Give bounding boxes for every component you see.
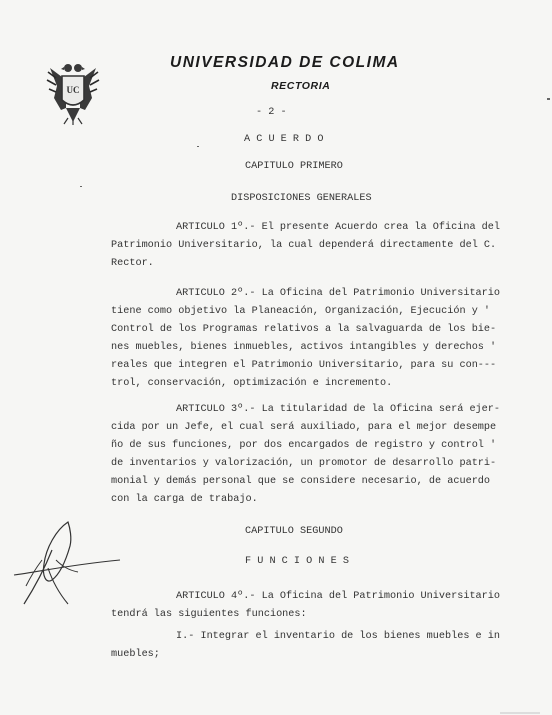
document-title: A C U E R D O [244,134,324,145]
scan-edge [500,712,540,714]
article-line: con la carga de trabajo. [111,494,258,505]
article-line: Rector. [111,258,154,269]
svg-text:UC: UC [66,85,80,95]
article-line: ARTICULO 2º.- La Oficina del Patrimonio Universitario [176,288,501,299]
article-line: tendrá las siguientes funciones: [111,609,307,620]
section-heading: DISPOSICIONES GENERALES [231,193,372,204]
list-item-line: I.- Integrar el inventario de los bienes muebles e in [176,631,501,642]
article-line: ARTICULO 4º.- La Oficina del Patrimonio Universitario [176,591,501,602]
article-line: ño de sus funciones, por dos encargados de registro y control ' [111,440,497,451]
list-item-line: muebles; [111,649,160,660]
article-line: cida por un Jefe, el cual será auxiliado, para el mejor desempe [111,422,497,433]
handwritten-signature [8,520,128,610]
section-heading: F U N C I O N E S [245,556,349,567]
chapter-heading: CAPITULO PRIMERO [245,161,343,172]
article-line: Patrimonio Universitario, la cual dependerá directamente del C. [111,240,497,251]
university-crest-icon [44,58,102,126]
article-line: ARTICULO 1º.- El presente Acuerdo crea la Oficina del [176,222,501,233]
article-line: reales que integren el Patrimonio Universitario, para su con--- [111,360,497,371]
article-line: tiene como objetivo la Planeación, Organización, Ejecución y ' [111,306,491,317]
scan-speck [547,98,550,100]
chapter-heading: CAPITULO SEGUNDO [245,526,343,537]
article-line: nes muebles, bienes inmuebles, activos intangibles y derechos ' [111,342,497,353]
page-number: - 2 - [256,107,287,118]
article-line: Control de los Programas relativos a la salvaguarda de los bie- [111,324,497,335]
university-name: UNIVERSIDAD DE COLIMA [170,54,400,71]
article-line: ARTICULO 3º.- La titularidad de la Oficina será ejer- [176,404,501,415]
article-line: trol, conservación, optimización e incremento. [111,378,393,389]
article-line: de inventarios y valorización, un promotor de desarrollo patri- [111,458,497,469]
scan-speck [197,146,199,147]
office-name: RECTORIA [271,80,331,92]
scan-speck [80,186,82,187]
article-line: monial y demás personal que se considere necesario, de acuerdo [111,476,491,487]
